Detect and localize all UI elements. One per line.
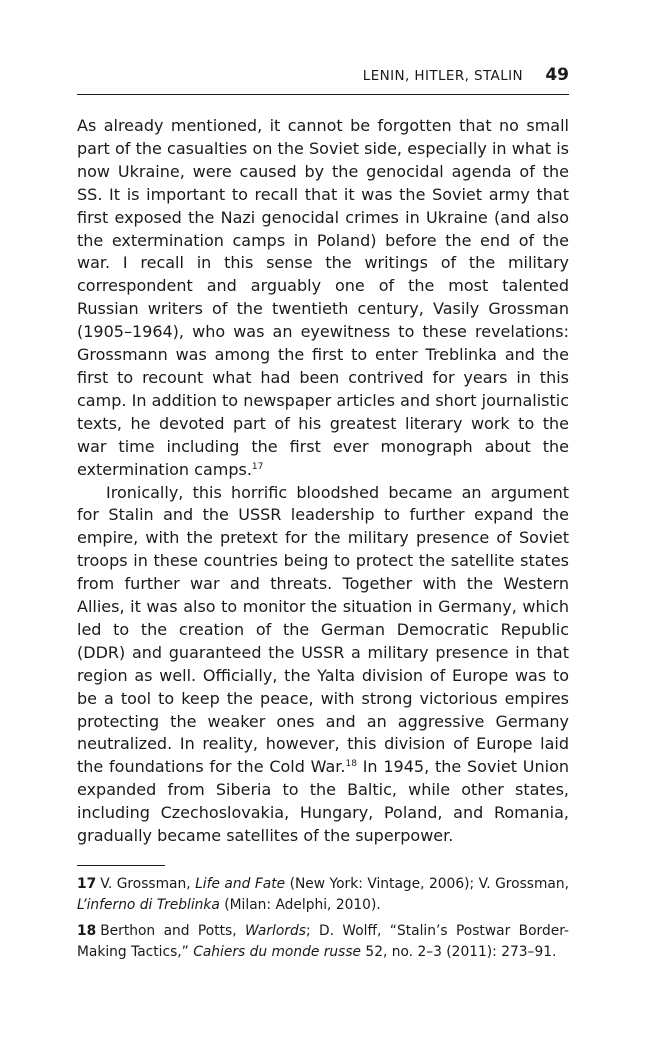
footnotes (77, 874, 569, 968)
footnote-segment: V. Grossman, (100, 876, 196, 892)
footnote-reference: 17 (251, 461, 264, 472)
footnote (77, 874, 569, 915)
paragraph-text: As already mentioned, it cannot be forgotten that no small part of the casualties on the Soviet side, especially in what is now Ukraine, were caused by the genocidal agenda of the SS. It is important to recall that it was the Soviet army that first exposed the Nazi genocidal crimes in Ukraine (and also the extermination camps in Poland) before the end of the war. I recall in this sense the writings of the military correspondent and arguably one of the most talented Russian writers of the twentieth century, Vasily Grossman (1905–1964), who was an eyewitness to these revelations: Grossmann was among the first to enter Treblinka and the first to recount what had been contrived for years in this camp. In addition to newspaper articles and short journalistic texts, he devoted part of his greatest literary work to the war time including the first ever monograph about the extermination camps. (77, 116, 569, 479)
footnote-segment: 52, no. 2–3 (2011): 273–91. (361, 943, 557, 960)
paragraph (77, 482, 569, 849)
footnote-segment: (New York: Vintage, 2006); V. Grossman, (285, 876, 570, 892)
running-head-title: LENIN, HITLER, STALIN (362, 68, 523, 84)
footnote-segment: Berthon and Potts, (100, 923, 246, 939)
paragraph-text: Ironically, this horrific bloodshed became an argument for Stalin and the USSR leadership to further expand the empire, with the pretext for the military presence of Soviet troops in these countries being to protect the satellite states from further war and threats. Together with the Western Allies, it was also to monitor the situation in Germany, which led to the creation of the German Democratic Republic (DDR) and guaranteed the USSR a military presence in that region as well. Officially, the Yalta division of Europe was to be a tool to keep the peace, with strong victorious empires protecting the weaker ones and an aggressive Germany neutralized. In reality, however, this division of Europe laid the foundations for the Cold War. (77, 482, 569, 777)
body-text (77, 115, 569, 848)
footnote-segment: ; D. Wolff, “Stalin’s Postwar Border-Making Tactics,” (77, 923, 570, 960)
footnote-reference: 18 (345, 759, 357, 770)
footnote-number: 18 (77, 923, 97, 939)
paragraph (77, 115, 569, 482)
footnote-title: L’inferno di Treblinka (77, 896, 220, 913)
footnote (77, 921, 569, 962)
footnote-number: 17 (77, 876, 97, 892)
paragraph-text-continued: In 1945, the Soviet Union expanded from Siberia to the Baltic, while other states, including Czechoslovakia, Hungary, Poland, and Romania, gradually became satellites of the superpower. (77, 757, 569, 846)
page-number: 49 (545, 65, 569, 85)
footnote-title: Cahiers du monde russe (193, 943, 362, 960)
footnote-segment: (Milan: Adelphi, 2010). (219, 896, 381, 913)
footnote-title: Life and Fate (195, 876, 286, 892)
footnote-title: Warlords (245, 923, 306, 939)
running-header (77, 64, 569, 95)
footnote-divider (77, 865, 165, 866)
